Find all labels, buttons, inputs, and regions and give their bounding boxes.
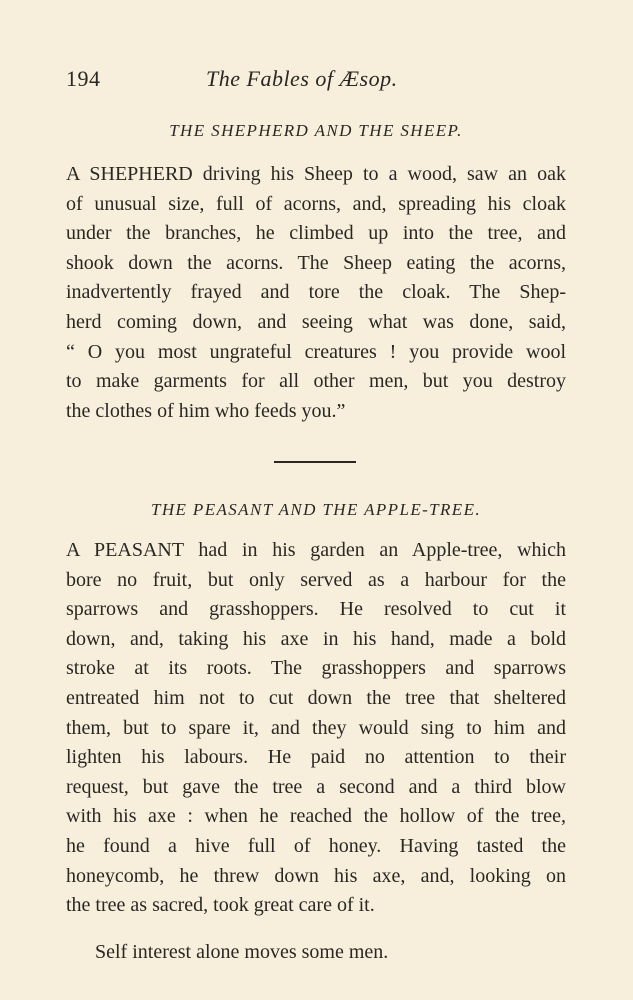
- fable-text-shepherd: [66, 160, 566, 426]
- text-line: under the branches, he climbed up into the tree, and: [66, 222, 566, 245]
- text-line: entreated him not to cut down the tree that sheltered: [66, 686, 566, 709]
- text-line: lighten his labours. He paid no attention to their: [66, 746, 566, 769]
- section-divider: [274, 461, 356, 463]
- fable-title-shepherd: THE SHEPHERD AND THE SHEEP.: [169, 121, 463, 140]
- text-line: inadvertently frayed and tore the cloak. The Shep-: [66, 281, 566, 304]
- text-line: them, but to spare it, and they would sing to him and: [66, 716, 566, 739]
- fable-moral: Self interest alone moves some men.: [95, 941, 389, 963]
- text-line: A SHEPHERD driving his Sheep to a wood, saw an oak: [66, 163, 566, 185]
- text-line: herd coming down, and seeing what was done, said,: [66, 310, 566, 333]
- text-line: shook down the acorns. The Sheep eating the acorns,: [66, 251, 566, 274]
- text-line: with his axe : when he reached the hollow of the tree,: [66, 805, 566, 828]
- text-line: down, and, taking his axe in his hand, made a bold: [66, 627, 566, 650]
- text-line: bore no fruit, but only served as a harbour for the: [66, 568, 566, 591]
- text-line: stroke at its roots. The grasshoppers and sparrows: [66, 657, 566, 680]
- text-line: the tree as sacred, took great care of it.: [66, 894, 375, 917]
- text-line: he found a hive full of honey. Having tasted the: [66, 834, 566, 857]
- running-title: The Fables of Æsop.: [206, 66, 398, 91]
- page-number: 194: [66, 66, 101, 91]
- text-line: A PEASANT had in his garden an Apple-tree, which: [66, 539, 566, 561]
- text-line: sparrows and grasshoppers. He resolved to cut it: [66, 598, 566, 621]
- fable-text-peasant: [66, 536, 566, 921]
- text-line: to make garments for all other men, but you destroy: [66, 370, 566, 393]
- fable-title-peasant: THE PEASANT AND THE APPLE-TREE.: [150, 500, 482, 519]
- text-line: honeycomb, he threw down his axe, and, looking on: [66, 864, 566, 887]
- text-line: request, but gave the tree a second and a third blow: [66, 775, 566, 798]
- page-header: [66, 66, 566, 100]
- text-line: “ O you most ungrateful creatures ! you provide wool: [66, 340, 566, 363]
- text-line: the clothes of him who feeds you.”: [66, 399, 346, 422]
- text-line: of unusual size, full of acorns, and, spreading his cloak: [66, 192, 566, 215]
